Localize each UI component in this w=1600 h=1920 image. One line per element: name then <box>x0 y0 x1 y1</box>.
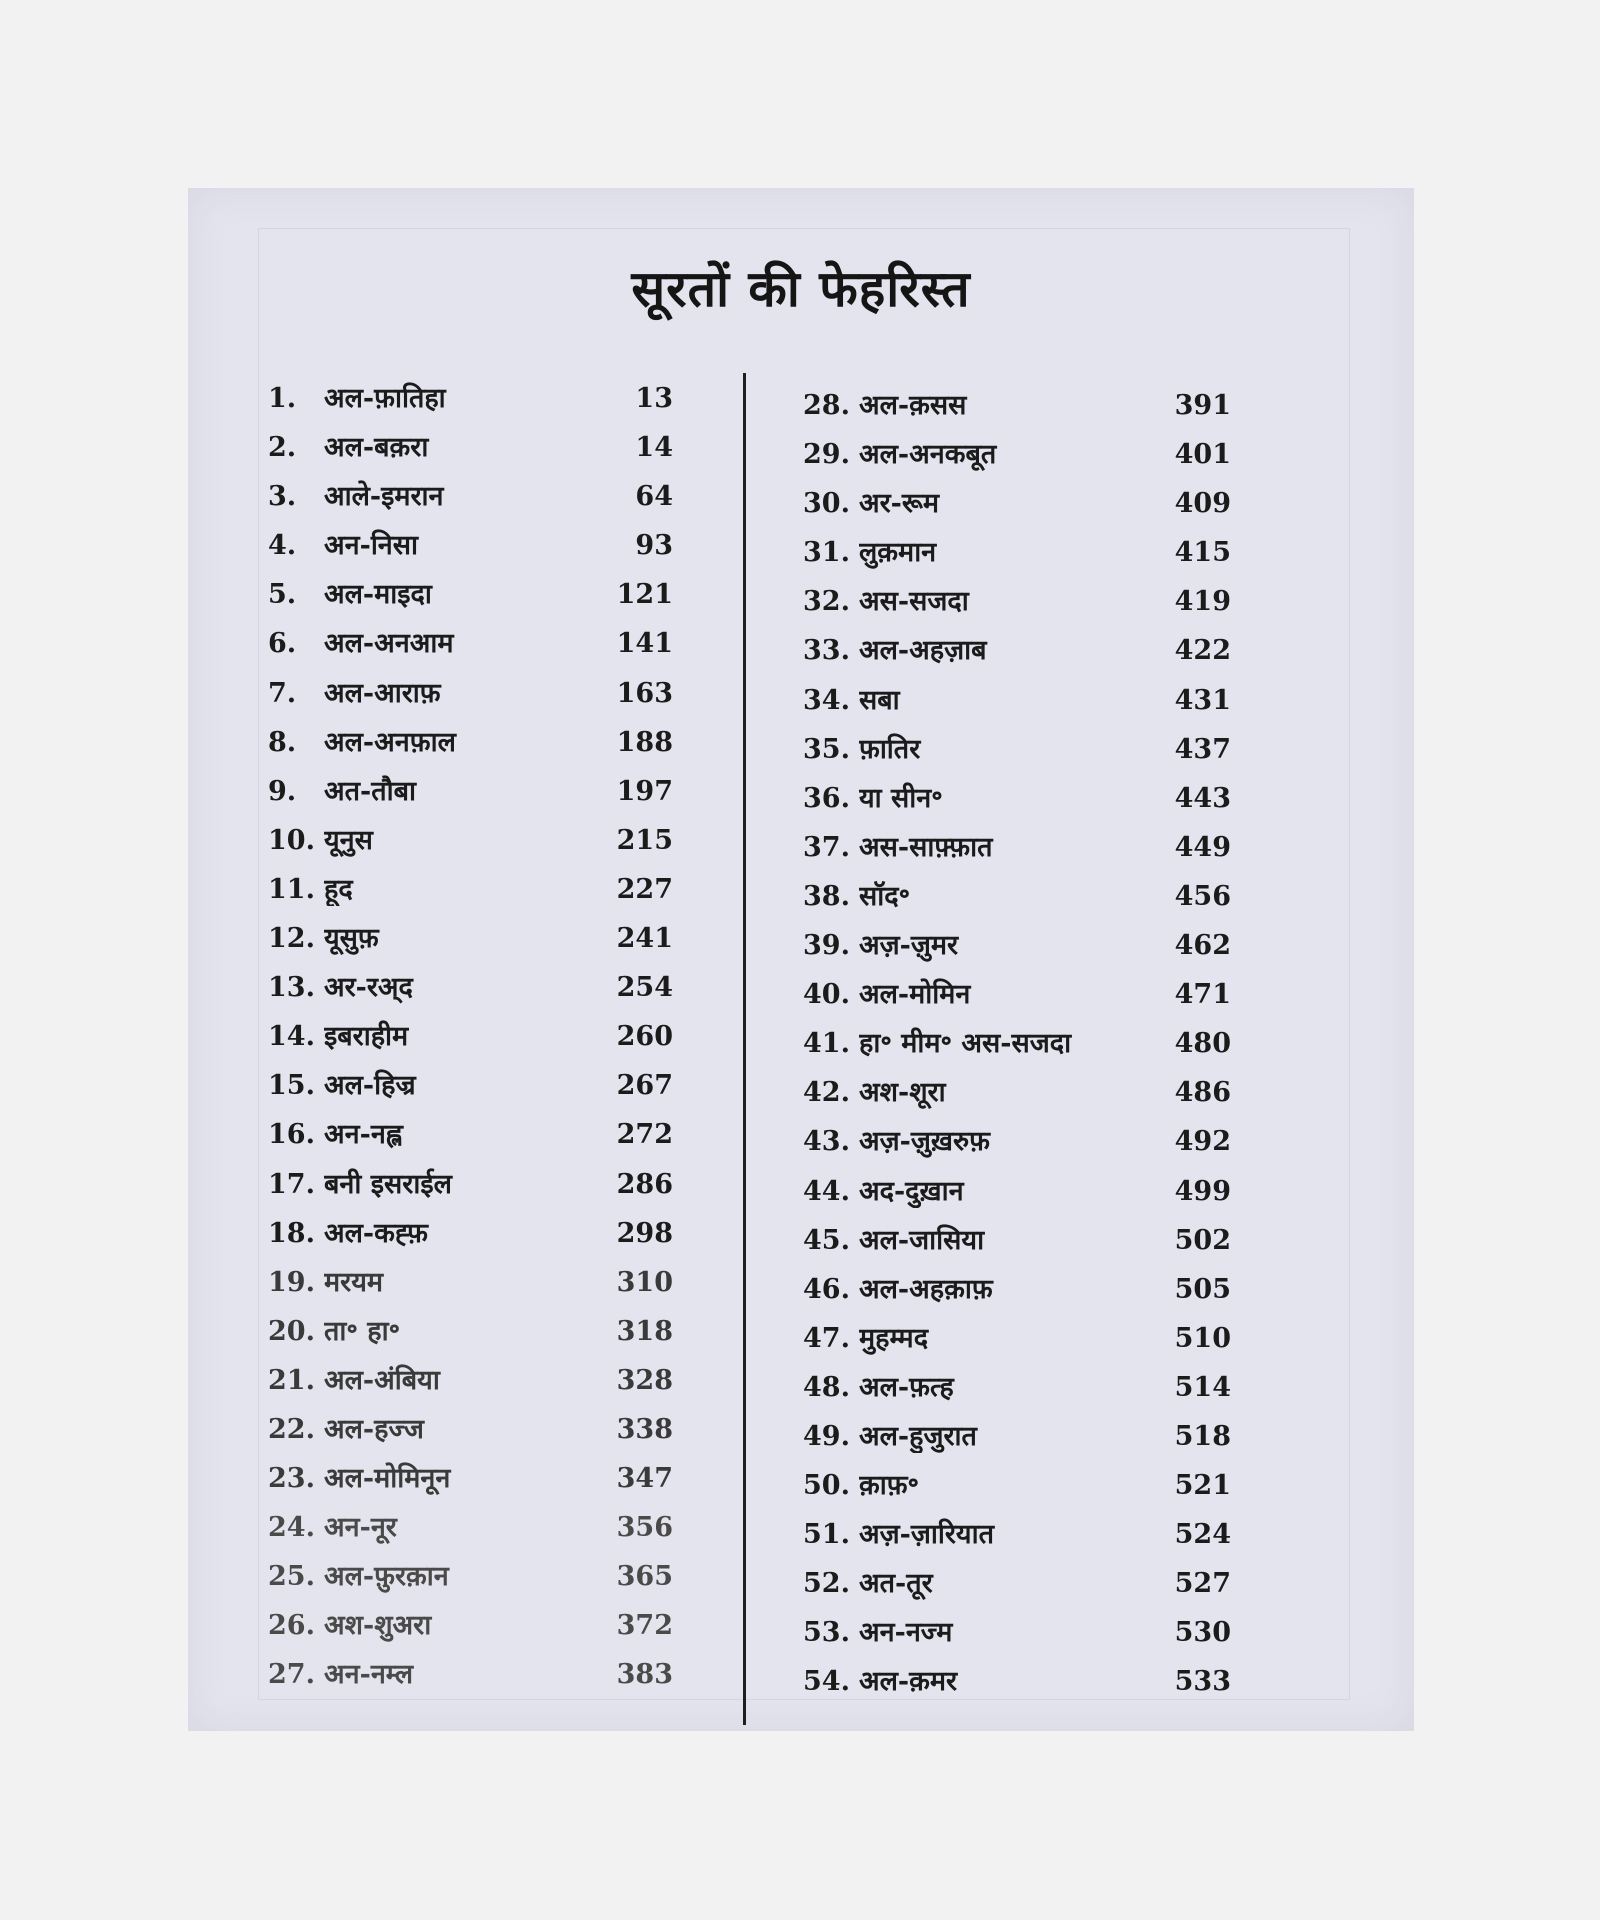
toc-entry <box>268 1213 673 1262</box>
page-number: 486 <box>1174 1077 1231 1109</box>
entry-number: 6. <box>268 628 297 660</box>
page-number: 502 <box>1174 1224 1231 1256</box>
entry-number: 45. <box>803 1224 850 1256</box>
page-number: 298 <box>616 1217 673 1249</box>
page-number: 13 <box>635 383 673 414</box>
page-number: 64 <box>635 481 673 513</box>
surah-name: अत-तौबा <box>324 775 417 807</box>
entry-number: 33. <box>803 635 850 667</box>
toc-entry <box>803 385 1231 434</box>
toc-entry <box>268 1605 673 1654</box>
toc-entry <box>803 1612 1231 1661</box>
page-number: 383 <box>616 1659 673 1691</box>
page-number: 462 <box>1174 930 1231 962</box>
surah-name: लुक़मान <box>859 537 937 569</box>
surah-name: अल-अंबिया <box>324 1364 440 1396</box>
book-page <box>188 188 1414 1731</box>
left-column <box>268 378 673 1704</box>
toc-entry <box>803 1416 1231 1465</box>
page-number: 514 <box>1174 1371 1231 1403</box>
entry-number: 54. <box>803 1666 850 1698</box>
surah-name: या सीन॰ <box>859 782 943 814</box>
toc-entry <box>803 1269 1231 1318</box>
entry-number: 50. <box>803 1470 850 1502</box>
page-number: 163 <box>616 677 673 709</box>
toc-entry <box>803 434 1231 483</box>
surah-name: अश-शुअरा <box>324 1610 432 1642</box>
entry-number: 18. <box>268 1217 315 1249</box>
toc-entry <box>803 630 1231 679</box>
toc-entry <box>803 729 1231 778</box>
toc-entry <box>268 1654 673 1703</box>
surah-name: अल-हुजुरात <box>859 1420 977 1452</box>
page-number: 365 <box>616 1561 673 1593</box>
page-number: 437 <box>1174 733 1231 765</box>
entry-number: 46. <box>803 1273 850 1305</box>
entry-number: 47. <box>803 1322 850 1354</box>
toc-entry <box>803 1220 1231 1269</box>
page-number: 510 <box>1174 1322 1231 1354</box>
entry-number: 44. <box>803 1175 850 1207</box>
page-number: 267 <box>616 1070 673 1102</box>
page-number: 415 <box>1174 537 1231 569</box>
surah-name: मुहम्मद <box>859 1322 929 1354</box>
toc-entry <box>268 476 673 525</box>
surah-name: अल-माइदा <box>324 579 432 611</box>
surah-name: अस-साफ़्फ़ात <box>859 831 993 863</box>
toc-entry <box>268 574 673 623</box>
page-number: 141 <box>616 628 673 660</box>
entry-number: 22. <box>268 1413 315 1445</box>
toc-entry <box>803 1171 1231 1220</box>
page-number: 227 <box>616 873 673 905</box>
entry-number: 39. <box>803 930 850 962</box>
entry-number: 26. <box>268 1610 315 1642</box>
entry-number: 17. <box>268 1168 315 1200</box>
toc-entry <box>268 1507 673 1556</box>
surah-name: अल-क़मर <box>859 1666 958 1698</box>
toc-entry <box>268 918 673 967</box>
toc-entry <box>268 427 673 476</box>
entry-number: 20. <box>268 1315 315 1347</box>
surah-name: अद-दुख़ान <box>859 1175 964 1207</box>
entry-number: 23. <box>268 1463 315 1495</box>
toc-entry <box>268 1311 673 1360</box>
page-number: 524 <box>1174 1519 1231 1551</box>
toc-entry <box>268 1262 673 1311</box>
toc-entry <box>803 532 1231 581</box>
entry-number: 1. <box>268 383 297 414</box>
entry-number: 28. <box>803 390 850 421</box>
entry-number: 14. <box>268 1021 315 1053</box>
surah-name: अल-मोमिन <box>859 979 971 1011</box>
entry-number: 36. <box>803 782 850 814</box>
page-number: 372 <box>616 1610 673 1642</box>
toc-entry <box>268 722 673 771</box>
surah-name: अन-निसा <box>324 530 419 562</box>
toc-entry <box>803 827 1231 876</box>
surah-name: अल-कह्फ़ <box>324 1217 428 1249</box>
surah-name: अन-नह्ल <box>324 1119 403 1151</box>
page-number: 286 <box>616 1168 673 1200</box>
surah-name: अल-मोमिनून <box>324 1463 451 1495</box>
page-number: 254 <box>616 972 673 1004</box>
surah-name: ता॰ हा॰ <box>324 1315 401 1347</box>
toc-entry <box>803 778 1231 827</box>
entry-number: 34. <box>803 684 850 716</box>
entry-number: 38. <box>803 880 850 912</box>
toc-entry <box>803 1023 1231 1072</box>
toc-entry <box>268 820 673 869</box>
entry-number: 21. <box>268 1364 315 1396</box>
page-number: 260 <box>616 1021 673 1053</box>
entry-number: 25. <box>268 1561 315 1593</box>
right-column <box>803 385 1231 1711</box>
page-number: 422 <box>1174 635 1231 667</box>
toc-entry <box>803 1072 1231 1121</box>
surah-name: अर-रूम <box>859 488 940 520</box>
page-number: 121 <box>616 579 673 611</box>
surah-name: अल-जासिया <box>859 1224 985 1256</box>
surah-name: अर-रअ्द <box>324 972 413 1004</box>
page-number: 14 <box>635 432 673 464</box>
surah-name: क़ाफ़॰ <box>859 1470 920 1502</box>
entry-number: 52. <box>803 1568 850 1600</box>
entry-number: 31. <box>803 537 850 569</box>
page-number: 93 <box>635 530 673 562</box>
page-number: 328 <box>616 1364 673 1396</box>
toc-entry <box>268 1409 673 1458</box>
toc-entry <box>803 876 1231 925</box>
page-number: 197 <box>616 775 673 807</box>
entry-number: 53. <box>803 1617 850 1649</box>
entry-number: 5. <box>268 579 297 611</box>
page-number: 527 <box>1174 1568 1231 1600</box>
surah-name: अज़-ज़ुमर <box>859 930 959 962</box>
entry-number: 27. <box>268 1659 315 1691</box>
toc-entry <box>268 1360 673 1409</box>
page-number: 471 <box>1174 979 1231 1011</box>
page-number: 391 <box>1174 390 1231 421</box>
entry-number: 8. <box>268 726 297 758</box>
surah-name: अल-फ़ुरक़ान <box>324 1561 449 1593</box>
entry-number: 10. <box>268 824 315 856</box>
surah-name: अल-अहज़ाब <box>859 635 987 667</box>
toc-entry <box>803 1318 1231 1367</box>
toc-entry <box>268 525 673 574</box>
page-number: 443 <box>1174 782 1231 814</box>
surah-name: अत-तूर <box>859 1568 933 1600</box>
toc-entry <box>268 1458 673 1507</box>
surah-name: इबराहीम <box>324 1021 409 1053</box>
page-number: 480 <box>1174 1028 1231 1060</box>
entry-number: 35. <box>803 733 850 765</box>
entry-number: 15. <box>268 1070 315 1102</box>
toc-entry <box>268 1556 673 1605</box>
page-number: 241 <box>616 923 673 955</box>
entry-number: 32. <box>803 586 850 618</box>
entry-number: 37. <box>803 831 850 863</box>
surah-name: हा॰ मीम॰ अस-सजदा <box>859 1028 1072 1060</box>
surah-name: हूद <box>324 873 353 905</box>
entry-number: 42. <box>803 1077 850 1109</box>
entry-number: 30. <box>803 488 850 520</box>
surah-name: अल-फ़त्ह <box>859 1371 954 1403</box>
surah-name: अज़-ज़ारियात <box>859 1519 994 1551</box>
entry-number: 51. <box>803 1519 850 1551</box>
surah-name: फ़ातिर <box>859 733 921 765</box>
toc-entry <box>268 1114 673 1163</box>
entry-number: 12. <box>268 923 315 955</box>
page-number: 530 <box>1174 1617 1231 1649</box>
toc-entry <box>803 1661 1231 1710</box>
surah-name: सॉद॰ <box>859 880 911 912</box>
toc-entry <box>268 967 673 1016</box>
toc-entry <box>268 1065 673 1114</box>
surah-name: अल-अनफ़ाल <box>324 726 456 758</box>
page-number: 456 <box>1174 880 1231 912</box>
surah-name: अल-क़सस <box>859 390 967 421</box>
surah-name: यूसुफ़ <box>324 923 379 955</box>
surah-name: अन-नम्ल <box>324 1659 414 1691</box>
entry-number: 41. <box>803 1028 850 1060</box>
surah-name: अल-फ़ातिहा <box>324 383 446 414</box>
entry-number: 48. <box>803 1371 850 1403</box>
surah-name: यूनुस <box>324 824 373 856</box>
entry-number: 16. <box>268 1119 315 1151</box>
page-number: 533 <box>1174 1666 1231 1698</box>
surah-name: अश-शूरा <box>859 1077 946 1109</box>
toc-entry <box>268 869 673 918</box>
page-number: 505 <box>1174 1273 1231 1305</box>
toc-entry <box>803 1563 1231 1612</box>
surah-name: आले-इमरान <box>324 481 444 513</box>
toc-entry <box>803 1514 1231 1563</box>
entry-number: 3. <box>268 481 297 513</box>
surah-name: अन-नज्म <box>859 1617 953 1649</box>
toc-entry <box>268 378 673 427</box>
toc-entry <box>803 680 1231 729</box>
page-title: सूरतों की फेहरिस्त <box>631 259 971 318</box>
entry-number: 19. <box>268 1266 315 1298</box>
surah-name: अल-अनआम <box>324 628 454 660</box>
page-number: 449 <box>1174 831 1231 863</box>
page-number: 431 <box>1174 684 1231 716</box>
entry-number: 7. <box>268 677 297 709</box>
surah-name: अल-बक़रा <box>324 432 429 464</box>
toc-entry <box>803 1465 1231 1514</box>
page-number: 356 <box>616 1512 673 1544</box>
surah-name: अल-हज्ज <box>324 1413 424 1445</box>
surah-name: अल-अनकबूत <box>859 439 997 471</box>
page-number: 518 <box>1174 1420 1231 1452</box>
surah-name: अल-आराफ़ <box>324 677 441 709</box>
page-number: 499 <box>1174 1175 1231 1207</box>
page-number: 188 <box>616 726 673 758</box>
page-number: 338 <box>616 1413 673 1445</box>
surah-name: सबा <box>859 684 900 716</box>
page-number: 310 <box>616 1266 673 1298</box>
page-number: 521 <box>1174 1470 1231 1502</box>
toc-entry <box>268 673 673 722</box>
surah-name: अज़-ज़ुख़रुफ़ <box>859 1126 990 1158</box>
toc-entry <box>803 1367 1231 1416</box>
entry-number: 29. <box>803 439 850 471</box>
entry-number: 43. <box>803 1126 850 1158</box>
toc-entry <box>268 623 673 672</box>
entry-number: 40. <box>803 979 850 1011</box>
entry-number: 9. <box>268 775 297 807</box>
entry-number: 49. <box>803 1420 850 1452</box>
entry-number: 2. <box>268 432 297 464</box>
page-number: 409 <box>1174 488 1231 520</box>
surah-name: अल-अहक़ाफ़ <box>859 1273 993 1305</box>
surah-name: बनी इसराईल <box>324 1168 452 1200</box>
page-number: 401 <box>1174 439 1231 471</box>
surah-name: अन-नूर <box>324 1512 397 1544</box>
surah-name: मरयम <box>324 1266 383 1298</box>
page-number: 492 <box>1174 1126 1231 1158</box>
toc-entry <box>803 581 1231 630</box>
entry-number: 4. <box>268 530 297 562</box>
page-number: 419 <box>1174 586 1231 618</box>
toc-entry <box>268 1016 673 1065</box>
toc-entry <box>268 1164 673 1213</box>
page-number: 347 <box>616 1463 673 1495</box>
toc-entry <box>803 974 1231 1023</box>
page-number: 318 <box>616 1315 673 1347</box>
entry-number: 11. <box>268 873 315 905</box>
toc-entry <box>268 771 673 820</box>
toc-entry <box>803 1121 1231 1170</box>
page-number: 272 <box>616 1119 673 1151</box>
entry-number: 24. <box>268 1512 315 1544</box>
column-divider <box>743 373 746 1725</box>
toc-entry <box>803 925 1231 974</box>
page-number: 215 <box>616 824 673 856</box>
surah-name: अल-हिज्र <box>324 1070 416 1102</box>
surah-name: अस-सजदा <box>859 586 969 618</box>
entry-number: 13. <box>268 972 315 1004</box>
toc-entry <box>803 483 1231 532</box>
